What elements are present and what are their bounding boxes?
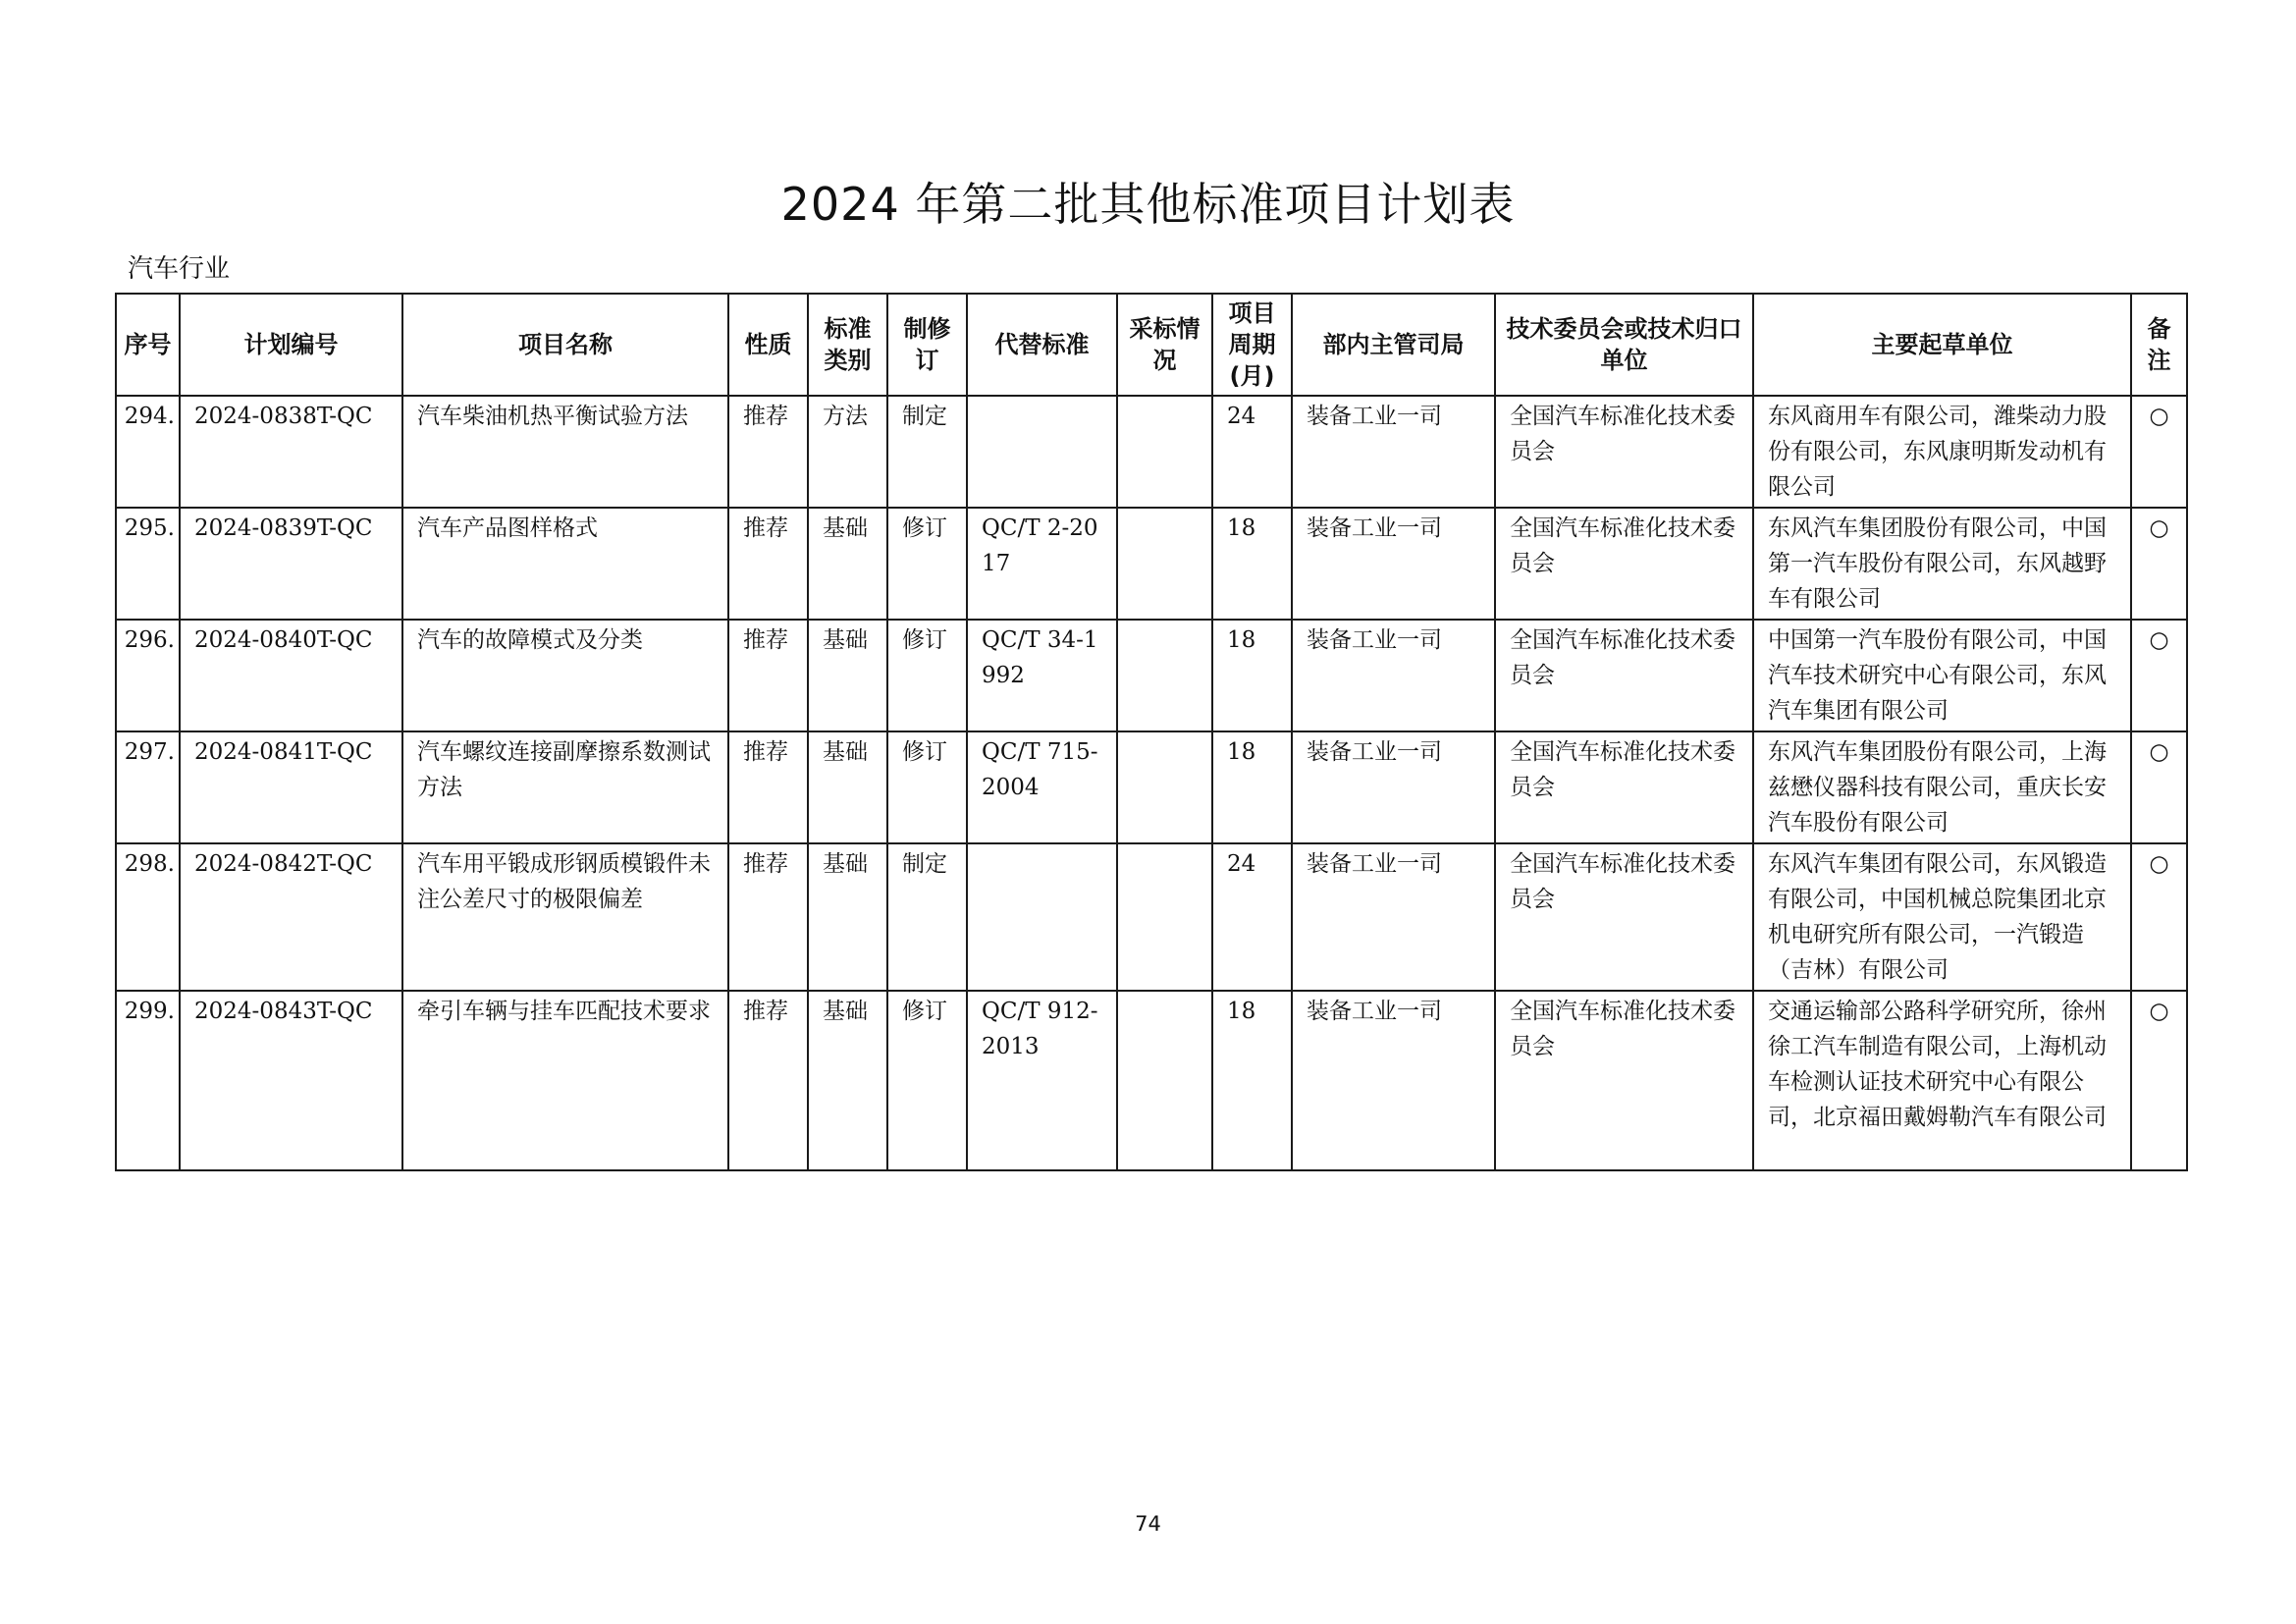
header-name: 项目名称 <box>402 294 728 396</box>
cell-plan-no: 2024-0840T-QC <box>180 620 402 731</box>
cell-replaces: QC/T 912-2013 <box>967 991 1117 1170</box>
cell-category: 基础 <box>808 991 887 1170</box>
cell-seq: 295. <box>116 508 180 620</box>
table-row <box>116 843 2187 991</box>
cell-seq: 296. <box>116 620 180 731</box>
cell-drafters: 东风汽车集团有限公司，东风锻造有限公司，中国机械总院集团北京机电研究所有限公司，一汽锻造（吉林）有限公司 <box>1753 843 2131 991</box>
header-revision: 制修订 <box>887 294 967 396</box>
cell-plan-no: 2024-0839T-QC <box>180 508 402 620</box>
cell-period: 18 <box>1212 991 1292 1170</box>
cell-remark: ○ <box>2131 843 2187 991</box>
cell-adoption <box>1117 508 1212 620</box>
cell-revision: 修订 <box>887 620 967 731</box>
cell-name: 牵引车辆与挂车匹配技术要求 <box>402 991 728 1170</box>
cell-name: 汽车的故障模式及分类 <box>402 620 728 731</box>
cell-category: 基础 <box>808 620 887 731</box>
header-remark: 备注 <box>2131 294 2187 396</box>
cell-adoption <box>1117 843 1212 991</box>
cell-adoption <box>1117 991 1212 1170</box>
header-seq: 序号 <box>116 294 180 396</box>
cell-department: 装备工业一司 <box>1292 991 1495 1170</box>
cell-period: 18 <box>1212 731 1292 843</box>
cell-plan-no: 2024-0838T-QC <box>180 396 402 508</box>
cell-committee: 全国汽车标准化技术委员会 <box>1495 991 1753 1170</box>
cell-plan-no: 2024-0843T-QC <box>180 991 402 1170</box>
cell-period: 24 <box>1212 396 1292 508</box>
cell-adoption <box>1117 731 1212 843</box>
cell-committee: 全国汽车标准化技术委员会 <box>1495 396 1753 508</box>
cell-seq: 297. <box>116 731 180 843</box>
cell-nature: 推荐 <box>728 843 808 991</box>
table-row <box>116 508 2187 620</box>
cell-remark: ○ <box>2131 508 2187 620</box>
page-title: 2024 年第二批其他标准项目计划表 <box>780 178 1516 231</box>
cell-department: 装备工业一司 <box>1292 508 1495 620</box>
cell-plan-no: 2024-0841T-QC <box>180 731 402 843</box>
cell-replaces <box>967 396 1117 508</box>
cell-replaces: QC/T 715-2004 <box>967 731 1117 843</box>
header-committee: 技术委员会或技术归口单位 <box>1495 294 1753 396</box>
cell-period: 18 <box>1212 508 1292 620</box>
table-header-row <box>116 294 2187 396</box>
cell-drafters: 交通运输部公路科学研究所，徐州徐工汽车制造有限公司，上海机动车检测认证技术研究中心有限公司，北京福田戴姆勒汽车有限公司 <box>1753 991 2131 1170</box>
cell-department: 装备工业一司 <box>1292 731 1495 843</box>
header-plan-no: 计划编号 <box>180 294 402 396</box>
cell-committee: 全国汽车标准化技术委员会 <box>1495 731 1753 843</box>
table-row <box>116 991 2187 1170</box>
cell-name: 汽车用平锻成形钢质模锻件未注公差尺寸的极限偏差 <box>402 843 728 991</box>
cell-committee: 全国汽车标准化技术委员会 <box>1495 508 1753 620</box>
cell-remark: ○ <box>2131 991 2187 1170</box>
cell-nature: 推荐 <box>728 620 808 731</box>
cell-period: 24 <box>1212 843 1292 991</box>
table-row <box>116 620 2187 731</box>
cell-replaces: QC/T 2-2017 <box>967 508 1117 620</box>
cell-nature: 推荐 <box>728 731 808 843</box>
cell-adoption <box>1117 620 1212 731</box>
cell-seq: 294. <box>116 396 180 508</box>
cell-drafters: 东风商用车有限公司，潍柴动力股份有限公司，东风康明斯发动机有限公司 <box>1753 396 2131 508</box>
cell-name: 汽车产品图样格式 <box>402 508 728 620</box>
cell-replaces <box>967 843 1117 991</box>
cell-nature: 推荐 <box>728 508 808 620</box>
cell-category: 基础 <box>808 508 887 620</box>
cell-drafters: 东风汽车集团股份有限公司，中国第一汽车股份有限公司，东风越野车有限公司 <box>1753 508 2131 620</box>
cell-replaces: QC/T 34-1992 <box>967 620 1117 731</box>
page-number: 74 <box>1135 1512 1161 1536</box>
cell-department: 装备工业一司 <box>1292 843 1495 991</box>
header-nature: 性质 <box>728 294 808 396</box>
cell-revision: 修订 <box>887 508 967 620</box>
cell-period: 18 <box>1212 620 1292 731</box>
industry-label: 汽车行业 <box>128 254 231 284</box>
cell-remark: ○ <box>2131 396 2187 508</box>
cell-nature: 推荐 <box>728 991 808 1170</box>
cell-category: 基础 <box>808 843 887 991</box>
cell-category: 方法 <box>808 396 887 508</box>
table-row <box>116 731 2187 843</box>
cell-remark: ○ <box>2131 731 2187 843</box>
cell-committee: 全国汽车标准化技术委员会 <box>1495 620 1753 731</box>
header-category: 标准类别 <box>808 294 887 396</box>
cell-department: 装备工业一司 <box>1292 396 1495 508</box>
cell-seq: 299. <box>116 991 180 1170</box>
cell-nature: 推荐 <box>728 396 808 508</box>
header-adoption: 采标情况 <box>1117 294 1212 396</box>
cell-name: 汽车柴油机热平衡试验方法 <box>402 396 728 508</box>
cell-department: 装备工业一司 <box>1292 620 1495 731</box>
cell-adoption <box>1117 396 1212 508</box>
header-replaces: 代替标准 <box>967 294 1117 396</box>
cell-name: 汽车螺纹连接副摩擦系数测试方法 <box>402 731 728 843</box>
header-period: 项目周期(月) <box>1212 294 1292 396</box>
cell-category: 基础 <box>808 731 887 843</box>
cell-drafters: 东风汽车集团股份有限公司，上海兹懋仪器科技有限公司，重庆长安汽车股份有限公司 <box>1753 731 2131 843</box>
standards-plan-table <box>115 293 2188 1171</box>
header-department: 部内主管司局 <box>1292 294 1495 396</box>
cell-revision: 制定 <box>887 843 967 991</box>
cell-remark: ○ <box>2131 620 2187 731</box>
cell-revision: 制定 <box>887 396 967 508</box>
header-drafters: 主要起草单位 <box>1753 294 2131 396</box>
cell-seq: 298. <box>116 843 180 991</box>
cell-plan-no: 2024-0842T-QC <box>180 843 402 991</box>
cell-drafters: 中国第一汽车股份有限公司，中国汽车技术研究中心有限公司，东风汽车集团有限公司 <box>1753 620 2131 731</box>
cell-revision: 修订 <box>887 731 967 843</box>
cell-revision: 修订 <box>887 991 967 1170</box>
cell-committee: 全国汽车标准化技术委员会 <box>1495 843 1753 991</box>
table-row <box>116 396 2187 508</box>
